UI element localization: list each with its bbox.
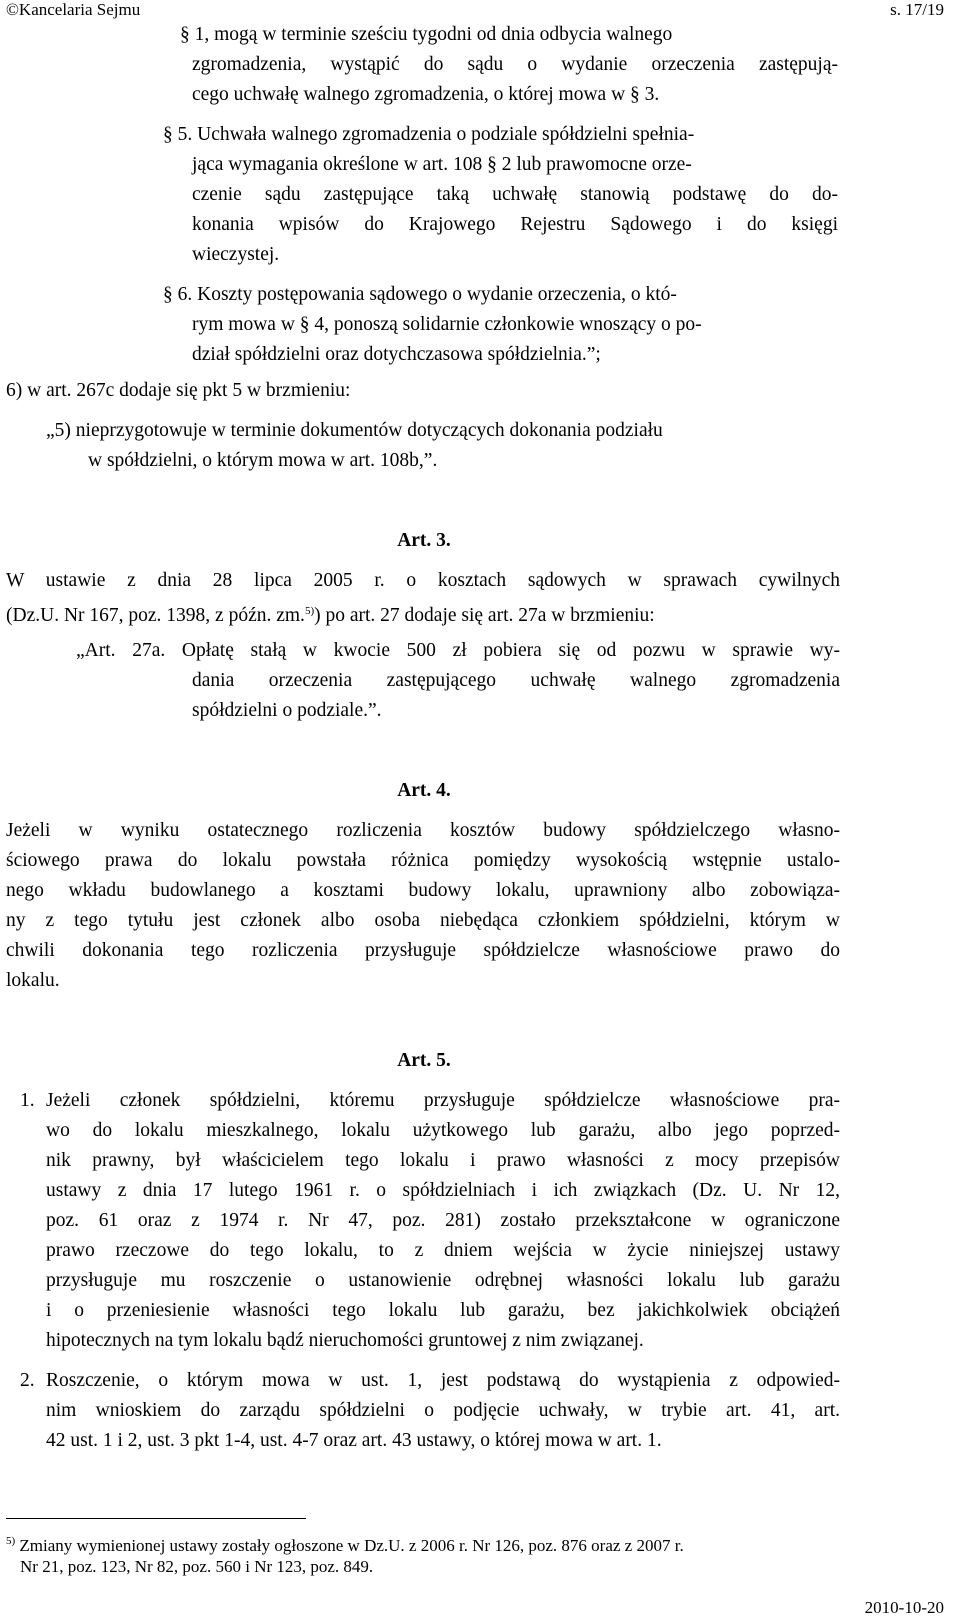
art3-line2b: ) po art. 27 dodaje się art. 27a w brzmieniu: — [314, 605, 655, 626]
footnote-ref: 5) — [304, 605, 315, 617]
art4-line5: chwili dokonania tego rozliczenia przysługuje spółdzielcze własnościowe prawo do — [6, 940, 840, 961]
art5-p1-line5: poz. 61 oraz z 1974 r. Nr 47, poz. 281) zostało przekształcone w ograniczone — [46, 1210, 840, 1231]
footer-date: 2010-10-20 — [864, 1598, 944, 1617]
art3-line1: W ustawie z dnia 28 lipca 2005 r. o kosztach sądowych w sprawach cywilnych — [6, 570, 840, 591]
art5-p1-line2: wo do lokalu mieszkalnego, lokalu użytkowego lub garażu, albo jego poprzed- — [46, 1120, 840, 1141]
art5-p1-line7: przysługuje mu roszczenie o ustanowienie odrębnej własności lokalu lub garażu — [46, 1270, 840, 1291]
footnote-mark: 5) — [6, 1535, 16, 1547]
art3-line2a: (Dz.U. Nr 167, poz. 1398, z późn. zm. — [6, 605, 305, 626]
section-sign-icon: § — [487, 154, 502, 175]
art5-p1-line8: i o przeniesienie własności tego lokalu lub garażu, bez jakichkolwiek obciążeń — [46, 1300, 840, 1321]
art5-p1-line4: ustawy z dnia 17 lutego 1961 r. o spółdzielniach i ich związkach (Dz. U. Nr 12, — [46, 1180, 840, 1201]
block1-line2: zgromadzenia, wystąpić do sądu o wydanie orzeczenia zastępują- — [192, 54, 838, 75]
point6: 6) w art. 267c dodaje się pkt 5 w brzmieniu: — [6, 380, 351, 401]
section-sign-icon: § — [299, 314, 315, 335]
art4-line2: ściowego prawa do lokalu powstała różnica pomiędzy wysokością wstępnie ustalo- — [6, 850, 840, 871]
art5-p2-number: 2. — [20, 1370, 35, 1391]
art5-p1-line6: prawo rzeczowe do tego lokalu, to z dniem wejścia w życie niniejszej ustawy — [46, 1240, 840, 1261]
art3-quote-line1: „Art. 27a. Opłatę stałą w kwocie 500 zł pobiera się od pozwu w sprawie wy- — [76, 640, 840, 661]
art5-p1-line9: hipotecznych na tym lokalu bądź nieruchomości gruntowej z nim związanej. — [46, 1330, 644, 1351]
art4-line3: nego wkładu budowlanego a kosztami budowy lokalu, uprawniony albo zobowiąza- — [6, 880, 840, 901]
block5-line1: 5. Uchwała walnego zgromadzenia o podziale spółdzielni spełnia- — [177, 124, 695, 145]
block1-line1: 1, mogą w terminie sześciu tygodni od dnia odbycia walnego — [194, 24, 673, 45]
block6-line2b: 4, ponoszą solidarnie członkowie wnoszący o po- — [314, 314, 702, 335]
block6-line1: 6. Koszty postępowania sądowego o wydanie orzeczenia, o któ- — [177, 284, 677, 305]
block5-line3: czenie sądu zastępujące taką uchwałę stanowią podstawę do do- — [192, 184, 838, 205]
quote5-line1: „5) nieprzygotowuje w terminie dokumentów dotyczących dokonania podziału — [46, 420, 663, 441]
block6-line3: dział spółdzielni oraz dotychczasowa spółdzielnia.”; — [192, 344, 601, 365]
art3-quote-line2: dania orzeczenia zastępującego uchwałę walnego zgromadzenia — [192, 670, 840, 691]
block5-line2a: jąca wymagania określone w art. 108 — [192, 154, 483, 175]
block1-line3-ref: 3. — [644, 84, 660, 105]
art5-p1-number: 1. — [20, 1090, 35, 1111]
quote5-line2: w spółdzielni, o którym mowa w art. 108b,”. — [88, 450, 438, 471]
art5-p1-line1: Jeżeli członek spółdzielni, któremu przysługuje spółdzielcze własnościowe pra- — [46, 1090, 840, 1111]
section-sign-icon: § — [180, 24, 190, 45]
art5-p2-line1: Roszczenie, o którym mowa w ust. 1, jest podstawą do wystąpienia z odpowied- — [46, 1370, 840, 1391]
art4-line6: lokalu. — [6, 970, 60, 991]
block1-line3: cego uchwałę walnego zgromadzenia, o której mowa w — [192, 84, 626, 105]
section-sign-icon: § — [163, 284, 173, 305]
block5-line4: konania wpisów do Krajowego Rejestru Sądowego i do księgi — [192, 214, 838, 235]
art4-line4: ny z tego tytułu jest członek albo osoba niebędąca członkiem spółdzielni, którym w — [6, 910, 840, 931]
art5-p2-line2: nim wnioskiem do zarządu spółdzielni o podjęcie uchwały, w trybie art. 41, art. — [46, 1400, 840, 1421]
art4-title: Art. 4. — [397, 780, 451, 801]
art5-p1-line3: nik prawny, był właścicielem tego lokalu i prawo własności z mocy przepisów — [46, 1150, 840, 1171]
footnote-divider — [6, 1518, 306, 1519]
block6-line2a: rym mowa w — [192, 314, 295, 335]
art3-title: Art. 3. — [397, 530, 451, 551]
block5-line2b: 2 lub prawomocne orze- — [501, 154, 692, 175]
art5-title: Art. 5. — [397, 1050, 451, 1071]
footnote-line1: Zmiany wymienionej ustawy zostały ogłoszone w Dz.U. z 2006 r. Nr 126, poz. 876 oraz z 2007 r. — [19, 1536, 684, 1555]
art5-p2-line3: 42 ust. 1 i 2, ust. 3 pkt 1-4, ust. 4-7 oraz art. 43 ustawy, o której mowa w art. 1. — [46, 1430, 662, 1451]
section-sign-icon: § — [163, 124, 173, 145]
page-number: s. 17/19 — [890, 0, 944, 19]
art3-quote-line3: spółdzielni o podziale.”. — [192, 700, 382, 721]
block5-line5: wieczystej. — [192, 244, 280, 265]
header-publisher: ©Kancelaria Sejmu — [6, 0, 141, 19]
footnote-line2: Nr 21, poz. 123, Nr 82, poz. 560 i Nr 123, poz. 849. — [20, 1557, 374, 1576]
art4-line1: Jeżeli w wyniku ostatecznego rozliczenia kosztów budowy spółdzielczego własno- — [6, 820, 840, 841]
section-sign-icon: § — [630, 84, 645, 105]
